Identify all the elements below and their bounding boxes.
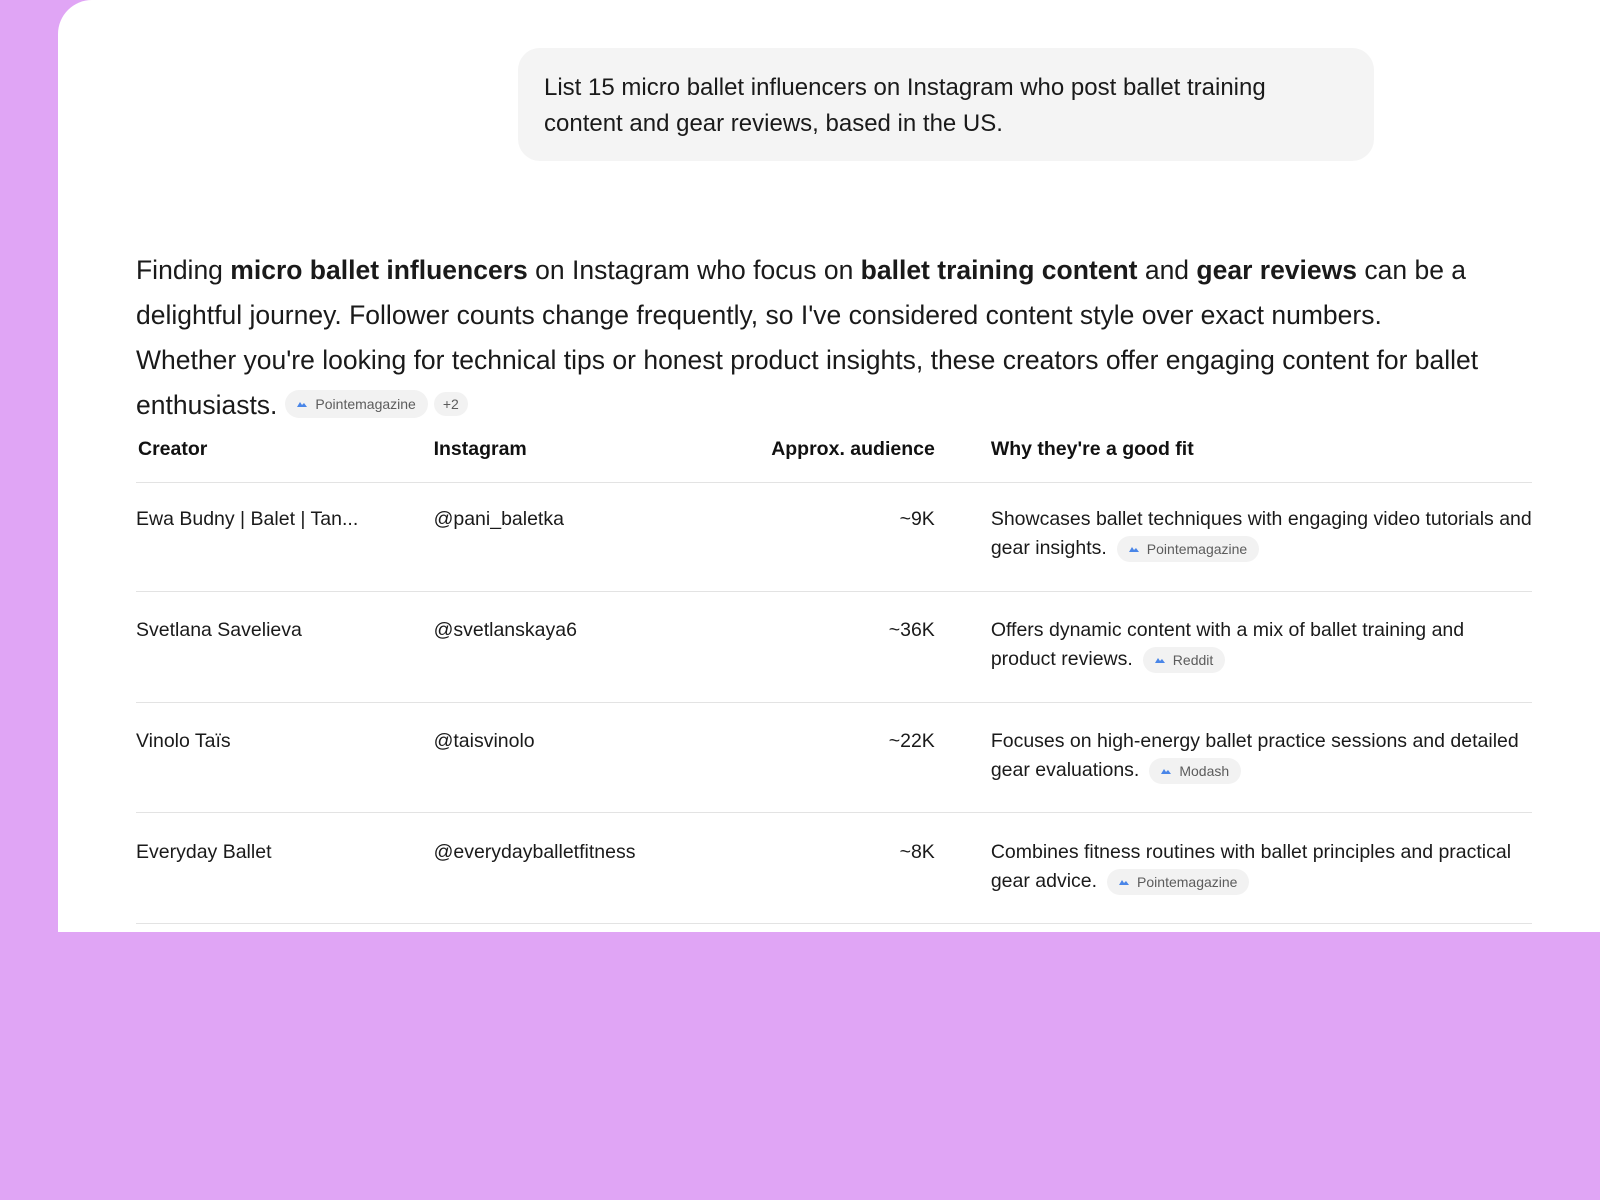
instagram-handle: @taisvinolo bbox=[433, 730, 535, 752]
audience-size: ~8K bbox=[899, 841, 935, 863]
chat-panel bbox=[58, 0, 1600, 932]
intro-bold-text: gear reviews bbox=[1196, 255, 1358, 285]
table-row bbox=[136, 703, 1532, 813]
instagram-handle: @everydayballetfitness bbox=[433, 841, 636, 863]
header-audience: Approx. audience bbox=[771, 438, 935, 460]
source-chip-label: Modash bbox=[1179, 762, 1230, 779]
more-sources-chip[interactable] bbox=[434, 392, 468, 416]
source-chip[interactable] bbox=[1107, 869, 1249, 895]
source-icon bbox=[297, 401, 307, 407]
source-icon bbox=[1129, 546, 1139, 552]
fit-reason bbox=[991, 838, 1532, 896]
table-row bbox=[136, 483, 1532, 592]
intro-text: Finding bbox=[136, 255, 231, 285]
source-chip-label: Pointemagazine bbox=[1146, 540, 1248, 557]
table-row bbox=[136, 592, 1532, 703]
table-header bbox=[136, 438, 1532, 483]
fit-reason-text: Offers dynamic content with a mix of ballet training and product reviews. bbox=[990, 619, 1465, 670]
intro-text: on Instagram who focus on bbox=[527, 255, 861, 285]
source-chip-label: Pointemagazine bbox=[315, 396, 416, 412]
audience-size: ~22K bbox=[888, 730, 935, 752]
influencer-table bbox=[136, 438, 1532, 924]
creator-name: Svetlana Savelieva bbox=[136, 619, 302, 641]
creator-name: Vinolo Taïs bbox=[136, 730, 231, 752]
source-icon bbox=[1161, 768, 1171, 774]
header-creator: Creator bbox=[138, 438, 208, 460]
instagram-handle: @svetlanskaya6 bbox=[433, 619, 577, 641]
user-message-bubble bbox=[518, 48, 1374, 161]
source-icon bbox=[1119, 879, 1129, 885]
assistant-intro-paragraph bbox=[136, 248, 1486, 428]
audience-size: ~36K bbox=[888, 619, 935, 641]
source-chip-label: Reddit bbox=[1172, 651, 1214, 668]
fit-reason bbox=[991, 727, 1532, 785]
instagram-handle: @pani_baletka bbox=[433, 508, 564, 530]
source-chip[interactable] bbox=[285, 390, 427, 418]
intro-text: and bbox=[1137, 255, 1197, 285]
source-icon bbox=[1155, 657, 1165, 663]
fit-reason bbox=[991, 616, 1532, 674]
fit-reason-text: Showcases ballet techniques with engaging video tutorials and gear insights. bbox=[990, 508, 1532, 559]
source-chip[interactable] bbox=[1143, 647, 1225, 673]
source-chip[interactable] bbox=[1117, 536, 1259, 562]
intro-bold-text: ballet training content bbox=[860, 255, 1138, 285]
audience-size: ~9K bbox=[899, 508, 935, 530]
user-message-text: List 15 micro ballet influencers on Instagram who post ballet training content and gear reviews, based in the US. bbox=[544, 74, 1266, 137]
fit-reason-text: Combines fitness routines with ballet principles and practical gear advice. bbox=[990, 841, 1512, 892]
creator-name: Ewa Budny | Balet | Tan... bbox=[136, 508, 359, 530]
header-instagram: Instagram bbox=[433, 438, 527, 460]
intro-text: can be a delightful journey. Follower counts change frequently, so I've considered content style over exact numbers. Whether you're looking for technical tips or honest product insights, these creators offer engaging content for ballet enthusiasts. bbox=[136, 255, 1479, 420]
more-sources-label: +2 bbox=[442, 396, 459, 412]
source-chip-label: Pointemagazine bbox=[1137, 873, 1238, 890]
header-why: Why they're a good fit bbox=[990, 438, 1194, 460]
fit-reason bbox=[991, 505, 1532, 563]
fit-reason-text: Focuses on high-energy ballet practice sessions and detailed gear evaluations. bbox=[990, 730, 1519, 781]
intro-bold-text: micro ballet influencers bbox=[230, 255, 528, 285]
creator-name: Everyday Ballet bbox=[136, 841, 272, 863]
table-row bbox=[136, 813, 1532, 924]
source-chip[interactable] bbox=[1149, 758, 1241, 784]
